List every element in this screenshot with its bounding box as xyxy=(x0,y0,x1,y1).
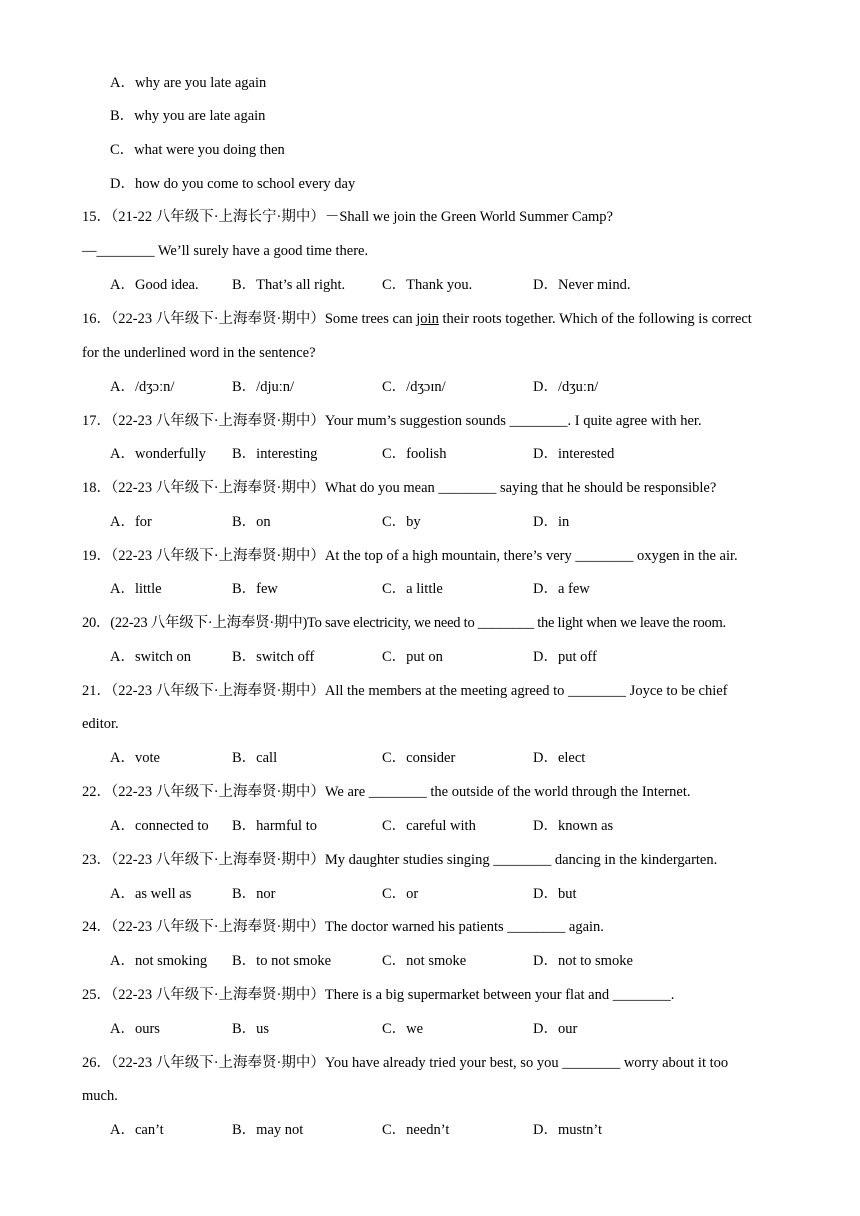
option-a: A．can’t xyxy=(110,1122,164,1138)
option-line xyxy=(0,73,860,93)
options-row xyxy=(0,951,860,971)
question-19-stem: 19．（22-23 八年级下·上海奉贤·期中）At the top of a high mountain, there’s very ________ oxygen in the air. xyxy=(82,548,738,564)
question-16-stem2: for the underlined word in the sentence? xyxy=(82,345,316,361)
question-stem-continued xyxy=(0,343,860,363)
option-d: D．how do you come to school every day xyxy=(110,176,356,192)
option-b: B．may not xyxy=(232,1122,304,1138)
option-b: B．call xyxy=(232,750,278,766)
option-d: D．elect xyxy=(533,750,586,766)
question-25-stem: 25．（22-23 八年级下·上海奉贤·期中）There is a big supermarket between your flat and ________. xyxy=(82,987,675,1003)
stem-text: 16．（22-23 八年级下·上海奉贤·期中）Some trees can xyxy=(82,311,417,327)
options-row xyxy=(0,377,860,397)
options-row xyxy=(0,884,860,904)
question-stem-continued xyxy=(0,241,860,261)
question-stem-continued xyxy=(0,714,860,734)
option-b: B．harmful to xyxy=(232,818,317,834)
option-a: A．for xyxy=(110,514,152,530)
options-row xyxy=(0,1120,860,1140)
option-d: D．not to smoke xyxy=(533,953,633,969)
options-row xyxy=(0,748,860,768)
option-c: C．/dʒɔɪn/ xyxy=(382,379,446,395)
option-d: D．interested xyxy=(533,446,615,462)
option-a: A．/dʒɔːn/ xyxy=(110,379,175,395)
option-c: C．or xyxy=(382,886,419,902)
question-26-stem2: much. xyxy=(82,1088,118,1104)
option-d: D．our xyxy=(533,1021,578,1037)
option-c: C．not smoke xyxy=(382,953,467,969)
question-15-stem: 15．（21-22 八年级下·上海长宁·期中）－Shall we join the Green World Summer Camp? xyxy=(82,209,613,225)
stem-text: their roots together. Which of the following is correct xyxy=(438,311,752,327)
option-d: D．known as xyxy=(533,818,614,834)
question-stem xyxy=(0,309,860,329)
options-row xyxy=(0,816,860,836)
options-row xyxy=(0,275,860,295)
question-16-stem xyxy=(82,309,752,329)
question-22-stem: 22．（22-23 八年级下·上海奉贤·期中）We are ________ the outside of the world through the Internet. xyxy=(82,784,691,800)
option-c: C．put on xyxy=(382,649,443,665)
question-stem xyxy=(0,985,860,1005)
question-stem xyxy=(0,1053,860,1073)
option-b: B．to not smoke xyxy=(232,953,332,969)
option-a: A．Good idea. xyxy=(110,277,199,293)
question-23-stem: 23．（22-23 八年级下·上海奉贤·期中）My daughter studies singing ________ dancing in the kindergarten. xyxy=(82,852,718,868)
option-line xyxy=(0,140,860,160)
option-c: C．a little xyxy=(382,581,443,597)
option-d: D．but xyxy=(533,886,577,902)
option-b: B．nor xyxy=(232,886,276,902)
option-a: A．little xyxy=(110,581,162,597)
options-row xyxy=(0,579,860,599)
option-b: B．That’s all right. xyxy=(232,277,346,293)
question-stem xyxy=(0,207,860,227)
option-a: A．why are you late again xyxy=(110,75,267,91)
question-stem xyxy=(0,917,860,937)
option-line xyxy=(0,106,860,126)
question-stem xyxy=(0,546,860,566)
option-a: A．ours xyxy=(110,1021,160,1037)
option-c: C．by xyxy=(382,514,421,530)
option-c: C．what were you doing then xyxy=(110,142,285,158)
option-line xyxy=(0,174,860,194)
option-a: A．not smoking xyxy=(110,953,208,969)
option-b: B．interesting xyxy=(232,446,318,462)
option-b: B．why you are late again xyxy=(110,108,266,124)
option-c: C．needn’t xyxy=(382,1122,450,1138)
option-c: C．we xyxy=(382,1021,424,1037)
question-stem xyxy=(0,613,860,633)
question-18-stem: 18．（22-23 八年级下·上海奉贤·期中）What do you mean ________ saying that he should be responsible? xyxy=(82,480,717,496)
option-d: D．put off xyxy=(533,649,597,665)
option-b: B．switch off xyxy=(232,649,315,665)
question-stem xyxy=(0,681,860,701)
option-a: A．connected to xyxy=(110,818,209,834)
question-stem xyxy=(0,411,860,431)
question-stem xyxy=(0,850,860,870)
option-a: A．as well as xyxy=(110,886,192,902)
option-b: B．/djuːn/ xyxy=(232,379,295,395)
option-a: A．wonderfully xyxy=(110,446,206,462)
question-20-stem: 20．(22-23 八年级下·上海奉贤·期中)To save electricity, we need to ________ the light when we leave the room. xyxy=(82,615,726,631)
question-stem xyxy=(0,782,860,802)
option-b: B．on xyxy=(232,514,271,530)
options-row xyxy=(0,512,860,532)
option-b: B．us xyxy=(232,1021,270,1037)
option-d: D．Never mind. xyxy=(533,277,631,293)
option-d: D．mustn’t xyxy=(533,1122,603,1138)
question-17-stem: 17．（22-23 八年级下·上海奉贤·期中）Your mum’s suggestion sounds ________. I quite agree with her. xyxy=(82,413,702,429)
option-a: A．switch on xyxy=(110,649,191,665)
options-row xyxy=(0,647,860,667)
question-21-stem2: editor. xyxy=(82,716,119,732)
option-c: C．Thank you. xyxy=(382,277,473,293)
options-row xyxy=(0,1019,860,1039)
option-c: C．foolish xyxy=(382,446,447,462)
question-15-stem2: —________ We’ll surely have a good time there. xyxy=(82,243,369,259)
options-row xyxy=(0,444,860,464)
underlined-word: join xyxy=(416,311,439,327)
question-stem-continued xyxy=(0,1086,860,1106)
option-c: C．careful with xyxy=(382,818,476,834)
question-26-stem: 26．（22-23 八年级下·上海奉贤·期中）You have already tried your best, so you ________ worry about it too xyxy=(82,1055,729,1071)
option-c: C．consider xyxy=(382,750,456,766)
question-24-stem: 24．（22-23 八年级下·上海奉贤·期中）The doctor warned his patients ________ again. xyxy=(82,919,604,935)
option-d: D．in xyxy=(533,514,570,530)
option-d: D．/dʒuːn/ xyxy=(533,379,599,395)
option-d: D．a few xyxy=(533,581,590,597)
option-a: A．vote xyxy=(110,750,160,766)
option-b: B．few xyxy=(232,581,278,597)
question-21-stem: 21．（22-23 八年级下·上海奉贤·期中）All the members at the meeting agreed to ________ Joyce to be chief xyxy=(82,683,728,699)
question-stem xyxy=(0,478,860,498)
